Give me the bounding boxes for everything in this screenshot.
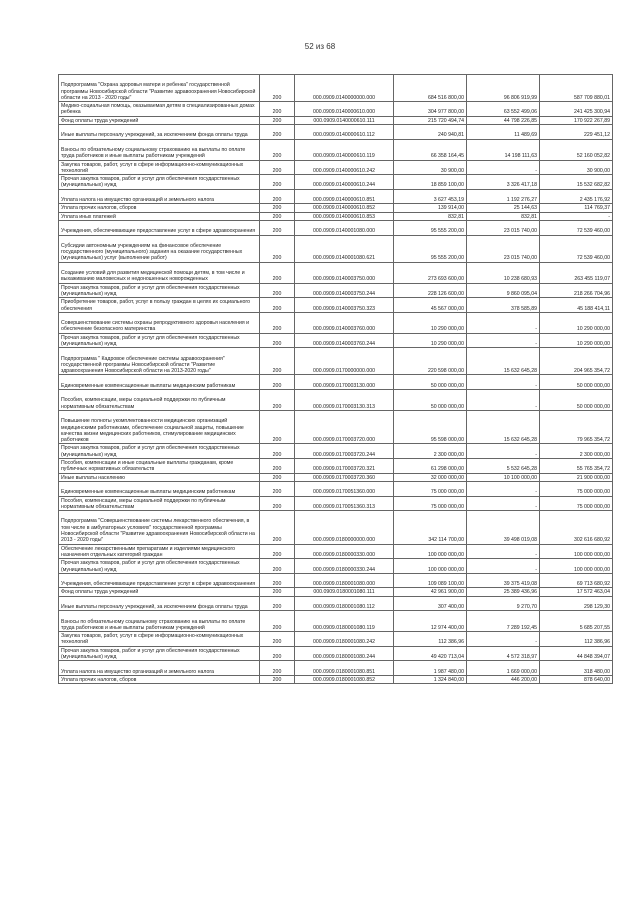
table-row [59,375,613,390]
row-code-cell: 200 [260,220,295,235]
row-executed-cell: - [467,160,540,175]
row-name-cell: Иные выплаты населению [59,473,260,481]
row-classifier-cell: 000.0909.0140000610.852 [295,204,394,212]
row-approved-cell: 50 000 000,00 [394,375,467,390]
row-classifier-cell: 000.0909.0170000000.000 [295,348,394,375]
row-classifier-cell: 000.0909.0180001080.111 [295,588,394,596]
row-remaining-cell: 69 713 680,92 [540,573,613,588]
row-name-cell: Взносы по обязательному социальному страхованию на выплаты по оплате труда работников и иные выплаты работникам учреждений [59,139,260,160]
row-approved-cell: 75 000 000,00 [394,481,467,496]
row-code-cell: 200 [260,675,295,683]
row-classifier-cell: 000.0909.0170003720.244 [295,444,394,459]
row-approved-cell: 684 516 800,00 [394,75,467,102]
row-classifier-cell: 000.0909.0170003720.000 [295,410,394,444]
row-code-cell: 200 [260,312,295,333]
table-row [59,189,613,204]
row-approved-cell: 139 914,00 [394,204,467,212]
row-approved-cell: 273 693 600,00 [394,262,467,283]
row-remaining-cell: 218 266 704,96 [540,283,613,298]
row-approved-cell: 240 940,81 [394,125,467,140]
row-executed-cell: 14 198 111,63 [467,139,540,160]
row-code-cell: 200 [260,588,295,596]
row-name-cell: Прочая закупка товаров, работ и услуг для обеспечения государственных (муниципальных) нужд [59,175,260,190]
row-code-cell: 200 [260,646,295,661]
row-classifier-cell: 000.0909.0180000330.000 [295,544,394,559]
row-code-cell: 200 [260,559,295,574]
row-name-cell: Субсидии автономным учреждениям на финансовое обеспечение государственного (муниципального) задания на оказание государственных (муниципальных) услуг (выполнение работ) [59,235,260,262]
row-classifier-cell: 000.0909.0180001080.242 [295,632,394,647]
row-approved-cell: 832,81 [394,212,467,220]
row-executed-cell: 9 270,70 [467,596,540,611]
row-approved-cell: 95 555 200,00 [394,235,467,262]
row-classifier-cell: 000.0909.0170003130.313 [295,390,394,411]
row-approved-cell: 32 000 000,00 [394,473,467,481]
table-row [59,212,613,220]
row-classifier-cell: 000.0909.0140003750.323 [295,298,394,313]
row-name-cell: Иные выплаты персоналу учреждений, за исключением фонда оплаты труда [59,596,260,611]
row-approved-cell: 307 400,00 [394,596,467,611]
table-row [59,312,613,333]
row-approved-cell: 228 126 600,00 [394,283,467,298]
row-executed-cell: 15 632 645,28 [467,348,540,375]
row-classifier-cell: 000.0909.0180001080.851 [295,661,394,676]
row-name-cell: Фонд оплаты труда учреждений [59,116,260,124]
row-classifier-cell: 000.0909.0180001080.244 [295,646,394,661]
row-classifier-cell: 000.0909.0140000610.119 [295,139,394,160]
row-remaining-cell: 112 386,96 [540,632,613,647]
row-code-cell: 200 [260,375,295,390]
table-row [59,75,613,102]
row-approved-cell: 1 324 840,00 [394,675,467,683]
table-row [59,160,613,175]
table-row [59,646,613,661]
row-approved-cell: 10 290 000,00 [394,312,467,333]
row-code-cell: 200 [260,573,295,588]
row-approved-cell: 2 300 000,00 [394,444,467,459]
row-classifier-cell: 000.0909.0140000610.242 [295,160,394,175]
row-executed-cell: - [467,333,540,348]
row-remaining-cell: 204 965 354,72 [540,348,613,375]
row-remaining-cell: 2 435 176,92 [540,189,613,204]
table-row [59,573,613,588]
row-executed-cell: 25 389 436,96 [467,588,540,596]
row-executed-cell: 3 326 417,18 [467,175,540,190]
row-name-cell: Закупка товаров, работ, услуг в сфере информационно-коммуникационных технологий [59,632,260,647]
row-code-cell: 200 [260,496,295,511]
row-remaining-cell: 75 000 000,00 [540,496,613,511]
row-name-cell: Прочая закупка товаров, работ и услуг для обеспечения государственных (муниципальных) нужд [59,646,260,661]
row-classifier-cell: 000.0909.0140000610.244 [295,175,394,190]
table-row [59,481,613,496]
row-code-cell: 200 [260,596,295,611]
row-classifier-cell: 000.0909.0140001080.000 [295,220,394,235]
row-approved-cell: 50 000 000,00 [394,390,467,411]
row-executed-cell: - [467,496,540,511]
row-classifier-cell: 000.0909.0140003760.244 [295,333,394,348]
table-row [59,175,613,190]
row-remaining-cell: 298 129,30 [540,596,613,611]
budget-table-body [59,75,613,684]
row-executed-cell: - [467,390,540,411]
row-classifier-cell: 000.0909.0140001080.621 [295,235,394,262]
row-executed-cell: 63 552 499,06 [467,102,540,117]
page-number: 52 из 68 [304,42,336,51]
row-executed-cell: 378 585,89 [467,298,540,313]
row-executed-cell: 10 100 000,00 [467,473,540,481]
table-row [59,511,613,545]
row-remaining-cell: 587 709 880,01 [540,75,613,102]
row-approved-cell: 66 358 164,45 [394,139,467,160]
row-code-cell: 200 [260,139,295,160]
row-approved-cell: 49 420 713,04 [394,646,467,661]
row-classifier-cell: 000.0909.0170051360.000 [295,481,394,496]
row-executed-cell: 39 498 019,08 [467,511,540,545]
row-code-cell: 200 [260,348,295,375]
row-name-cell: Пособия, компенсации и иные социальные выплаты гражданам, кроме публичных нормативных обязательств [59,459,260,474]
row-name-cell: Пособия, компенсации, меры социальной поддержки по публичным нормативным обязательствам [59,496,260,511]
row-remaining-cell: 302 616 680,92 [540,511,613,545]
row-code-cell: 200 [260,611,295,632]
table-row [59,444,613,459]
row-code-cell: 200 [260,481,295,496]
row-code-cell: 200 [260,125,295,140]
row-remaining-cell: 45 188 414,11 [540,298,613,313]
table-row [59,496,613,511]
row-classifier-cell: 000.0909.0170003130.000 [295,375,394,390]
row-remaining-cell: 100 000 000,00 [540,559,613,574]
row-code-cell: 200 [260,459,295,474]
row-classifier-cell: 000.0909.0140000610.853 [295,212,394,220]
row-classifier-cell: 000.0909.0170051360.313 [295,496,394,511]
row-approved-cell: 95 598 000,00 [394,410,467,444]
row-remaining-cell: 100 000 000,00 [540,544,613,559]
row-name-cell: Подпрограмма "Охрана здоровья матери и ребенка" государственной программы Новосибирской области "Развитие здравоохранения Новосибирской области на 2013 - 2020 годы" [59,75,260,102]
row-approved-cell: 112 386,96 [394,632,467,647]
row-approved-cell: 75 000 000,00 [394,496,467,511]
row-code-cell: 200 [260,204,295,212]
row-remaining-cell: 79 965 354,72 [540,410,613,444]
row-code-cell: 200 [260,116,295,124]
row-name-cell: Учреждения, обеспечивающие предоставление услуг в сфере здравоохранения [59,220,260,235]
row-code-cell: 200 [260,511,295,545]
row-executed-cell: 96 806 919,99 [467,75,540,102]
row-classifier-cell: 000.0909.0170003720.321 [295,459,394,474]
row-name-cell: Пособия, компенсации, меры социальной поддержки по публичным нормативным обязательствам [59,390,260,411]
row-code-cell: 200 [260,262,295,283]
row-remaining-cell: 30 900,00 [540,160,613,175]
row-executed-cell: 4 572 318,97 [467,646,540,661]
table-row [59,283,613,298]
table-row [59,596,613,611]
row-name-cell: Совершенствование системы охраны репродуктивного здоровья населения и обеспечение безопасного материнства [59,312,260,333]
row-executed-cell: - [467,444,540,459]
row-executed-cell: 39 375 419,08 [467,573,540,588]
table-row [59,298,613,313]
row-approved-cell: 109 089 100,00 [394,573,467,588]
row-executed-cell: - [467,312,540,333]
row-remaining-cell: 229 451,12 [540,125,613,140]
row-remaining-cell: 21 900 000,00 [540,473,613,481]
row-executed-cell: - [467,559,540,574]
row-remaining-cell: 5 685 207,55 [540,611,613,632]
row-remaining-cell: 72 539 460,00 [540,235,613,262]
table-row [59,125,613,140]
table-row [59,544,613,559]
row-remaining-cell: 10 290 000,00 [540,333,613,348]
row-code-cell: 200 [260,212,295,220]
row-classifier-cell: 000.0909.0180001080.000 [295,573,394,588]
row-code-cell: 200 [260,661,295,676]
row-remaining-cell: 17 572 463,04 [540,588,613,596]
row-executed-cell: 1 192 276,27 [467,189,540,204]
row-executed-cell: - [467,544,540,559]
row-approved-cell: 42 961 900,00 [394,588,467,596]
row-remaining-cell: 50 000 000,00 [540,390,613,411]
row-name-cell: Уплата прочих налогов, сборов [59,675,260,683]
row-executed-cell: - [467,481,540,496]
row-remaining-cell: 2 300 000,00 [540,444,613,459]
row-executed-cell: 1 669 000,00 [467,661,540,676]
row-code-cell: 200 [260,283,295,298]
row-executed-cell: 7 289 192,45 [467,611,540,632]
row-classifier-cell: 000.0909.0140000610.000 [295,102,394,117]
row-approved-cell: 18 859 100,00 [394,175,467,190]
row-remaining-cell: 878 640,00 [540,675,613,683]
row-approved-cell: 45 567 000,00 [394,298,467,313]
table-row [59,116,613,124]
table-row [59,348,613,375]
row-executed-cell: 25 144,63 [467,204,540,212]
row-remaining-cell: 263 455 119,07 [540,262,613,283]
row-name-cell: Уплата иных платежей [59,212,260,220]
row-remaining-cell: 44 848 394,07 [540,646,613,661]
row-classifier-cell: 000.0909.0170003720.360 [295,473,394,481]
row-code-cell: 200 [260,102,295,117]
table-row [59,390,613,411]
budget-table [58,74,613,684]
row-name-cell: Уплата налога на имущество организаций и земельного налога [59,189,260,204]
row-remaining-cell: 75 000 000,00 [540,481,613,496]
row-remaining-cell: 55 765 354,72 [540,459,613,474]
row-remaining-cell: - [540,212,613,220]
row-approved-cell: 100 000 000,00 [394,544,467,559]
row-name-cell: Уплата налога на имущество организаций и земельного налога [59,661,260,676]
row-remaining-cell: 241 425 300,94 [540,102,613,117]
row-remaining-cell: 10 290 000,00 [540,312,613,333]
row-executed-cell: 44 798 226,85 [467,116,540,124]
row-executed-cell: 15 632 645,28 [467,410,540,444]
row-approved-cell: 1 987 480,00 [394,661,467,676]
row-name-cell: Создание условий для развития медицинской помощи детям, в том числе и выхаживанию маловесных и недоношенных новорожденных [59,262,260,283]
row-classifier-cell: 000.0909.0180000330.244 [295,559,394,574]
row-code-cell: 200 [260,390,295,411]
row-remaining-cell: 114 769,37 [540,204,613,212]
row-executed-cell: 5 532 645,28 [467,459,540,474]
table-row [59,139,613,160]
row-executed-cell: 9 860 095,04 [467,283,540,298]
row-name-cell: Повышение полноты укомплектованности медицинских организаций медицинскими работниками, обеспечение социальной защиты, повышение качества жизни медицинских работников, стимулирование медицинских работников [59,410,260,444]
table-row [59,102,613,117]
row-approved-cell: 100 000 000,00 [394,559,467,574]
row-approved-cell: 10 290 000,00 [394,333,467,348]
row-name-cell: Единовременные компенсационные выплаты медицинским работникам [59,375,260,390]
row-code-cell: 200 [260,75,295,102]
row-classifier-cell: 000.0909.0140003750.000 [295,262,394,283]
row-code-cell: 200 [260,175,295,190]
row-name-cell: Приобретение товаров, работ, услуг в пользу граждан в целях их социального обеспечения [59,298,260,313]
table-row [59,632,613,647]
row-approved-cell: 61 298 000,00 [394,459,467,474]
row-name-cell: Учреждения, обеспечивающие предоставление услуг в сфере здравоохранения [59,573,260,588]
row-remaining-cell: 170 922 267,89 [540,116,613,124]
row-name-cell: Прочая закупка товаров, работ и услуг для обеспечения государственных (муниципальных) нужд [59,283,260,298]
row-code-cell: 200 [260,160,295,175]
row-classifier-cell: 000.0909.0180000000.000 [295,511,394,545]
row-approved-cell: 220 598 000,00 [394,348,467,375]
row-classifier-cell: 000.0909.0140000610.851 [295,189,394,204]
row-classifier-cell: 000.0909.0140000610.112 [295,125,394,140]
row-name-cell: Обеспечение лекарственными препаратами и изделиями медицинского назначения отдельных категорий граждан [59,544,260,559]
row-name-cell: Иные выплаты персоналу учреждений, за исключением фонда оплаты труда [59,125,260,140]
row-classifier-cell: 000.0909.0180001080.852 [295,675,394,683]
row-approved-cell: 30 900,00 [394,160,467,175]
row-code-cell: 200 [260,298,295,313]
row-name-cell: Подпрограмма " Кадровое обеспечение системы здравоохранения" государственной программы Новосибирской области "Развитие здравоохранения Новосибирской области на 2013-2020 годы" [59,348,260,375]
table-row [59,235,613,262]
row-name-cell: Фонд оплаты труда учреждений [59,588,260,596]
row-approved-cell: 342 114 700,00 [394,511,467,545]
row-code-cell: 200 [260,632,295,647]
table-row [59,675,613,683]
row-executed-cell: 23 015 740,00 [467,220,540,235]
row-name-cell: Прочая закупка товаров, работ и услуг для обеспечения государственных (муниципальных) нужд [59,444,260,459]
row-executed-cell: 832,81 [467,212,540,220]
row-code-cell: 200 [260,235,295,262]
row-remaining-cell: 52 160 052,82 [540,139,613,160]
table-row [59,473,613,481]
row-executed-cell: 446 200,00 [467,675,540,683]
row-name-cell: Взносы по обязательному социальному страхованию на выплаты по оплате труда работников и иные выплаты работникам учреждений [59,611,260,632]
row-code-cell: 200 [260,333,295,348]
row-name-cell: Уплата прочих налогов, сборов [59,204,260,212]
row-remaining-cell: 15 532 682,82 [540,175,613,190]
row-name-cell: Прочая закупка товаров, работ и услуг для обеспечения государственных (муниципальных) нужд [59,333,260,348]
row-executed-cell: 10 238 680,93 [467,262,540,283]
table-row [59,559,613,574]
row-code-cell: 200 [260,189,295,204]
row-name-cell: Закупка товаров, работ, услуг в сфере информационно-коммуникационных технологий [59,160,260,175]
row-classifier-cell: 000.0909.0140003750.244 [295,283,394,298]
row-classifier-cell: 000.0909.0140000000.000 [295,75,394,102]
row-classifier-cell: 000.0909.0140003760.000 [295,312,394,333]
table-row [59,459,613,474]
row-executed-cell: - [467,632,540,647]
row-executed-cell: 11 489,69 [467,125,540,140]
row-code-cell: 200 [260,473,295,481]
row-remaining-cell: 72 539 460,00 [540,220,613,235]
row-approved-cell: 12 974 400,00 [394,611,467,632]
row-classifier-cell: 000.0909.0140000610.111 [295,116,394,124]
row-name-cell: Прочая закупка товаров, работ и услуг для обеспечения государственных (муниципальных) нужд [59,559,260,574]
row-name-cell: Подпрограмма "Совершенствование системы лекарственного обеспечения, в том числе в амбулаторных условиях" государственной программы Новосибирской области "Развитие здравоохранения Новосибирской области на 2013 - 2020 годы" [59,511,260,545]
table-row [59,262,613,283]
table-row [59,220,613,235]
table-row [59,204,613,212]
row-name-cell: Медико-социальная помощь, оказываемая детям в специализированных домах ребенка [59,102,260,117]
row-remaining-cell: 50 000 000,00 [540,375,613,390]
table-row [59,661,613,676]
row-code-cell: 200 [260,444,295,459]
row-executed-cell: - [467,375,540,390]
row-classifier-cell: 000.0909.0180001080.119 [295,611,394,632]
table-row [59,410,613,444]
row-code-cell: 200 [260,544,295,559]
row-approved-cell: 215 720 494,74 [394,116,467,124]
row-code-cell: 200 [260,410,295,444]
table-row [59,611,613,632]
table-row [59,333,613,348]
row-approved-cell: 304 977 800,00 [394,102,467,117]
row-classifier-cell: 000.0909.0180001080.112 [295,596,394,611]
table-row [59,588,613,596]
row-executed-cell: 23 015 740,00 [467,235,540,262]
row-remaining-cell: 318 480,00 [540,661,613,676]
row-name-cell: Единовременные компенсационные выплаты медицинским работникам [59,481,260,496]
row-approved-cell: 3 627 453,19 [394,189,467,204]
row-approved-cell: 95 555 200,00 [394,220,467,235]
